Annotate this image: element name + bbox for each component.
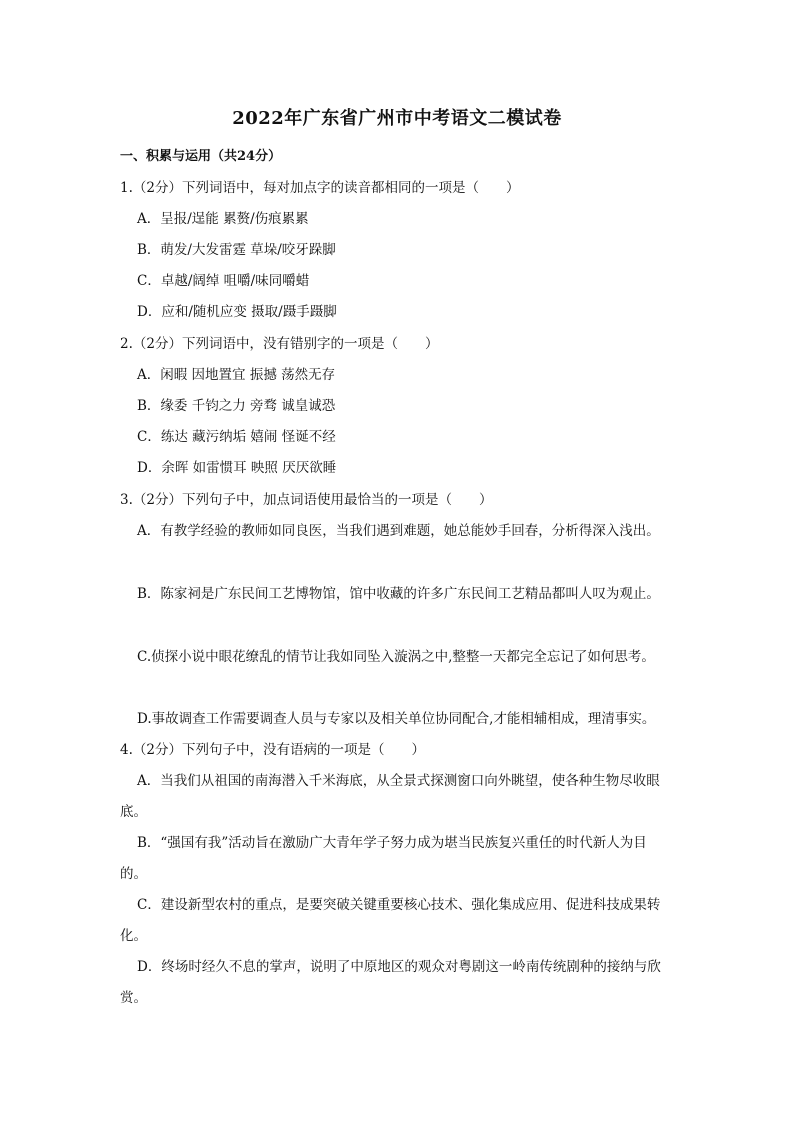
question-1-stem: 1.（2分）下列词语中，每对加点字的读音都相同的一项是（ ） xyxy=(120,180,520,196)
question-3-option-d: D.事故调查工作需要调查人员与专家以及相关单位协同配合,才能相辅相成，理清事实。 xyxy=(137,711,656,727)
question-4-option-d-line1: D．终场时经久不息的掌声，说明了中原地区的观众对粤剧这一岭南传统剧种的接纳与欣 xyxy=(137,959,661,975)
question-3-option-c: C.侦探小说中眼花缭乱的情节让我如同坠入漩涡之中,整整一天都完全忘记了如何思考。 xyxy=(137,649,655,665)
section-heading: 一、积累与运用（共24分） xyxy=(120,149,282,164)
question-2-option-b: B．缘委 千钧之力 旁骛 诚皇诚恐 xyxy=(137,398,336,414)
question-3-option-a: A．有教学经验的教师如同良医，当我们遇到难题，她总能妙手回春，分析得深入浅出。 xyxy=(137,523,660,539)
question-2-stem: 2.（2分）下列词语中，没有错别字的一项是（ ） xyxy=(120,336,439,352)
question-4-option-b-line2: 的。 xyxy=(120,866,147,882)
question-1-option-c: C．卓越/阔绰 咀嚼/味同嚼蜡 xyxy=(137,273,310,289)
question-1-option-d: D．应和/随机应变 摄取/蹑手蹑脚 xyxy=(137,304,337,320)
question-4-option-b-line1: B．“强国有我”活动旨在激励广大青年学子努力成为堪当民族复兴重任的时代新人为目 xyxy=(137,835,647,851)
question-2-option-d: D．余晖 如雷惯耳 映照 厌厌欲睡 xyxy=(137,460,337,476)
question-3-option-b: B．陈家祠是广东民间工艺博物馆，馆中收藏的许多广东民间工艺精品都叫人叹为观止。 xyxy=(137,586,660,602)
question-4-option-a-line1: A．当我们从祖国的南海潜入千米海底，从全景式探测窗口向外眺望，使各种生物尽收眼 xyxy=(137,773,660,789)
question-3-stem: 3.（2分）下列句子中，加点词语使用最恰当的一项是（ ） xyxy=(120,492,493,508)
question-1-option-a: A．呈报/逞能 累赘/伤痕累累 xyxy=(137,211,309,227)
question-2-option-a: A．闲暇 因地置宜 振撼 荡然无存 xyxy=(137,367,336,383)
question-4-stem: 4.（2分）下列句子中，没有语病的一项是（ ） xyxy=(120,742,425,758)
question-4-option-a-line2: 底。 xyxy=(120,804,147,820)
page-title: 2022年广东省广州市中考语文二模试卷 xyxy=(232,108,562,129)
question-4-option-c-line1: C．建设新型农村的重点，是要突破关键重要核心技术、强化集成应用、促进科技成果转 xyxy=(137,897,661,913)
question-1-option-b: B．萌发/大发雷霆 草垛/咬牙跺脚 xyxy=(137,242,336,258)
question-4-option-c-line2: 化。 xyxy=(120,928,147,944)
question-2-option-c: C．练达 藏污纳垢 嬉闹 怪诞不经 xyxy=(137,429,336,445)
question-4-option-d-line2: 赏。 xyxy=(120,990,147,1006)
